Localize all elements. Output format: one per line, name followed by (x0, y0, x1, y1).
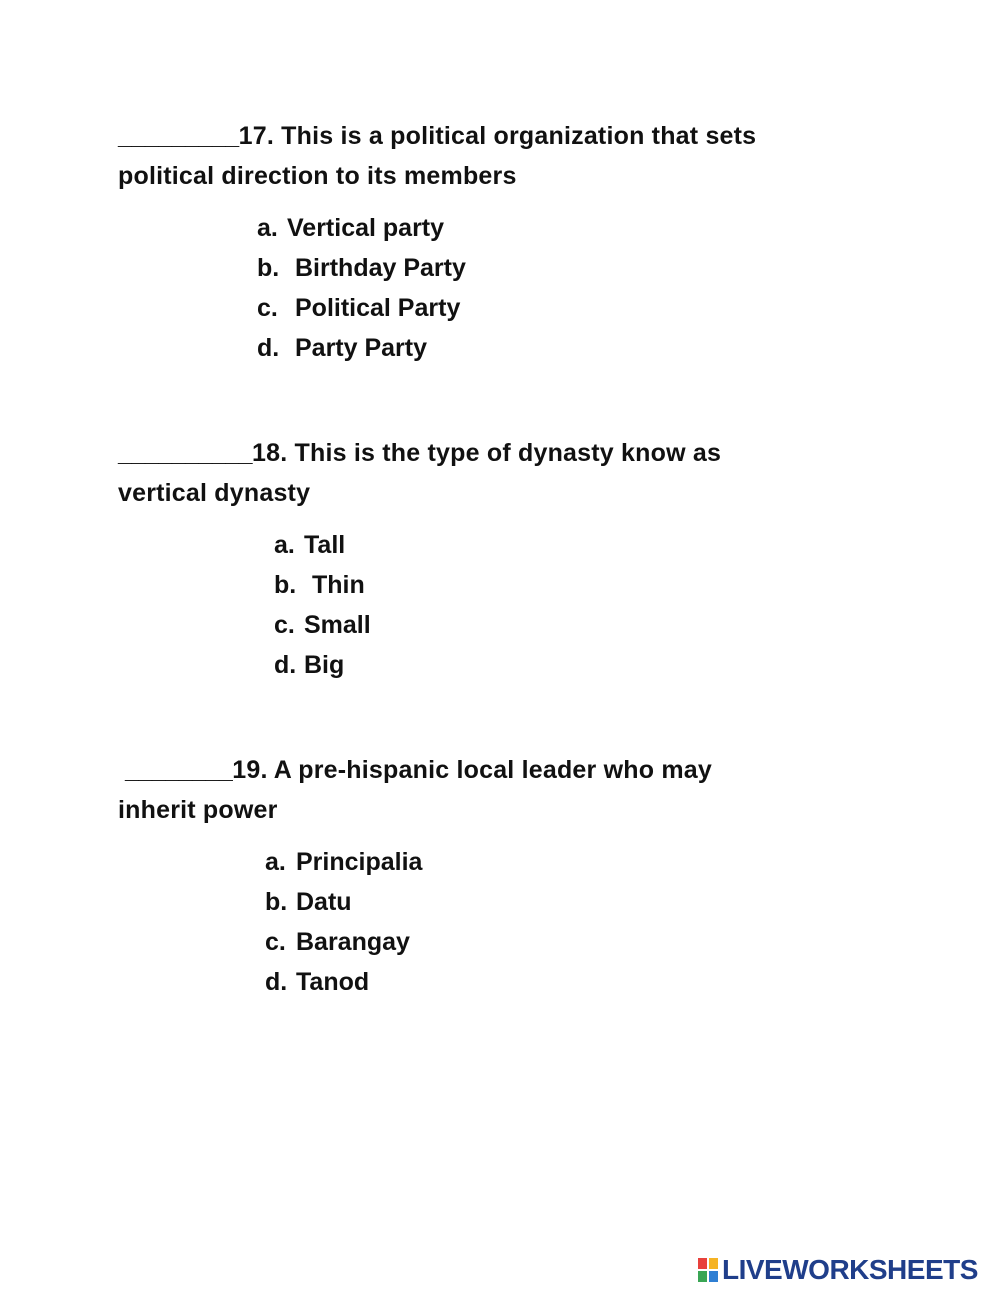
question-text: political direction to its members (118, 162, 517, 190)
question-19-line-2 (118, 790, 278, 830)
option-letter: d. (274, 651, 297, 679)
option-text: Barangay (296, 928, 410, 956)
option-letter: c. (265, 928, 286, 956)
option-17-a[interactable] (257, 208, 444, 248)
question-text: 19. A pre-hispanic local leader who may (232, 756, 712, 784)
option-letter: d. (257, 334, 280, 362)
question-17-line-1 (118, 116, 756, 156)
option-text: Vertical party (287, 214, 445, 242)
option-text: Tall (304, 531, 346, 559)
option-text: Birthday Party (295, 254, 466, 282)
option-19-c[interactable] (265, 922, 410, 962)
option-letter: b. (274, 571, 297, 599)
option-18-a[interactable] (274, 525, 345, 565)
logo-text: LIVEWORKSHEETS (722, 1254, 978, 1285)
option-text: Party Party (295, 334, 428, 362)
option-letter: d. (265, 968, 288, 996)
option-text: Datu (296, 888, 352, 916)
liveworksheets-logo-icon (697, 1257, 719, 1283)
option-18-d[interactable] (274, 645, 344, 685)
option-text: Political Party (295, 294, 461, 322)
question-text: 18. This is the type of dynasty know as (252, 439, 722, 467)
logo-square-red (697, 1257, 708, 1270)
option-letter: a. (257, 214, 278, 242)
option-letter: c. (274, 611, 295, 639)
option-text: Small (304, 611, 371, 639)
question-18-line-1 (118, 433, 721, 473)
option-19-a[interactable] (265, 842, 422, 882)
liveworksheets-logo[interactable] (697, 1255, 978, 1285)
option-text: Principalia (296, 848, 423, 876)
answer-blank[interactable]: __________ (118, 439, 253, 467)
question-19-line-1 (125, 750, 712, 790)
question-17-line-2 (118, 156, 517, 196)
option-18-c[interactable] (274, 605, 371, 645)
option-letter: a. (265, 848, 286, 876)
question-text: 17. This is a political organization that sets (238, 122, 757, 150)
option-19-d[interactable] (265, 962, 369, 1002)
option-17-b[interactable] (257, 248, 466, 288)
question-text: vertical dynasty (118, 479, 311, 507)
option-19-b[interactable] (265, 882, 352, 922)
logo-square-blue (708, 1270, 719, 1283)
logo-square-green (697, 1270, 708, 1283)
logo-square-yellow (708, 1257, 719, 1270)
option-letter: a. (274, 531, 295, 559)
option-letter: c. (257, 294, 278, 322)
answer-blank[interactable]: ________ (125, 756, 233, 784)
option-18-b[interactable] (274, 565, 365, 605)
option-text: Thin (312, 571, 365, 599)
option-text: Tanod (296, 968, 370, 996)
option-letter: b. (257, 254, 280, 282)
question-18-line-2 (118, 473, 310, 513)
option-17-c[interactable] (257, 288, 460, 328)
option-17-d[interactable] (257, 328, 427, 368)
question-text: inherit power (118, 796, 278, 824)
answer-blank[interactable]: _________ (118, 122, 239, 150)
option-text: Big (304, 651, 345, 679)
option-letter: b. (265, 888, 288, 916)
